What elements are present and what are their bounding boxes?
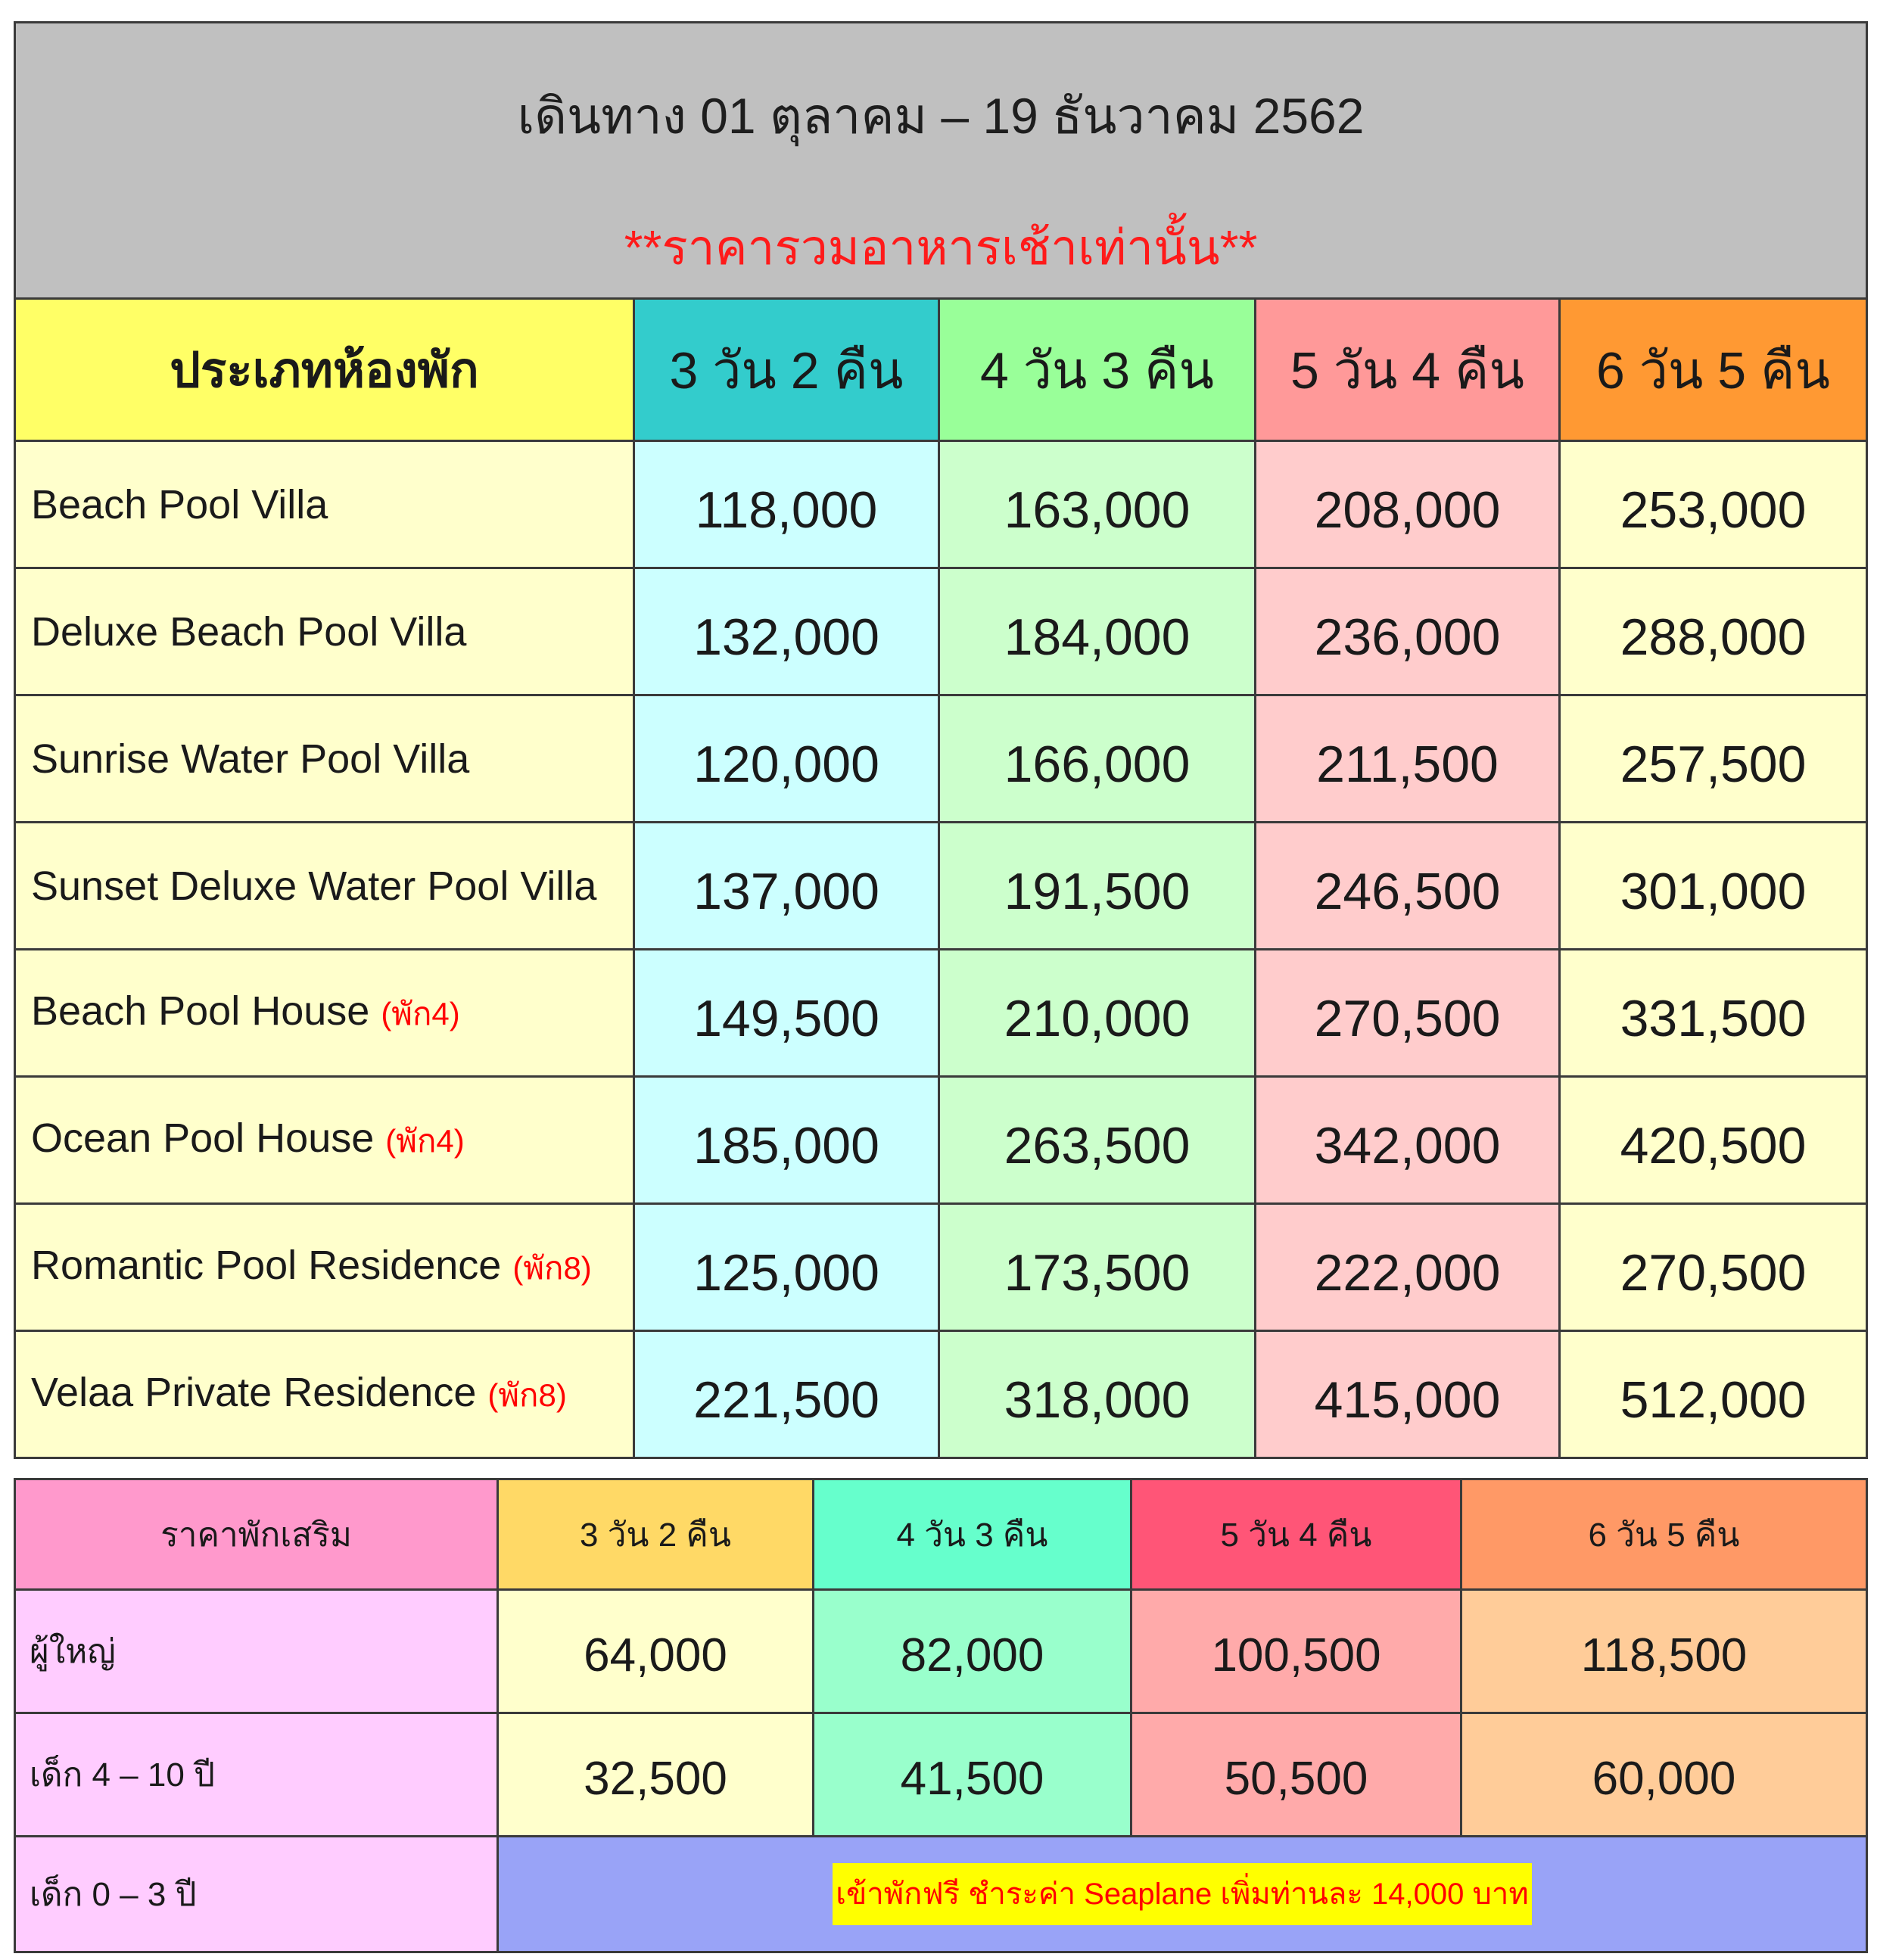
- price-cell: 301,000: [1560, 823, 1867, 950]
- price-cell: 163,000: [939, 441, 1256, 568]
- price-cell: 132,000: [634, 568, 939, 695]
- table-row: [15, 441, 1867, 568]
- price-cell: 120,000: [634, 695, 939, 823]
- duration-header-1: 3 วัน 2 คืน: [634, 299, 939, 441]
- room-name: Sunset Deluxe Water Pool Villa: [31, 863, 597, 909]
- price-cell: 270,500: [1256, 950, 1560, 1077]
- extra-price-cell: 82,000: [814, 1590, 1131, 1713]
- price-cell: 342,000: [1256, 1077, 1560, 1204]
- price-cell: 211,500: [1256, 695, 1560, 823]
- extra-duration-header-2: 4 วัน 3 คืน: [814, 1479, 1131, 1590]
- price-cell: 420,500: [1560, 1077, 1867, 1204]
- room-name: Ocean Pool House: [31, 1115, 375, 1161]
- room-type-cell: [15, 568, 634, 695]
- table-row: [15, 1590, 1867, 1713]
- table-row: [15, 1077, 1867, 1204]
- duration-header-2: 4 วัน 3 คืน: [939, 299, 1256, 441]
- occupancy-note: (พัก4): [381, 995, 460, 1031]
- extra-price-cell: 100,500: [1131, 1590, 1461, 1713]
- extra-duration-header-1: 3 วัน 2 คืน: [498, 1479, 814, 1590]
- extra-bed-header: ราคาพักเสริม: [15, 1479, 498, 1590]
- table-row: [15, 1713, 1867, 1837]
- infant-note-cell: [498, 1837, 1867, 1952]
- price-cell: 318,000: [939, 1331, 1256, 1458]
- price-cell: 512,000: [1560, 1331, 1867, 1458]
- price-cell: 222,000: [1256, 1204, 1560, 1331]
- occupancy-note: (พัก8): [487, 1377, 567, 1413]
- extra-price-cell: 50,500: [1131, 1713, 1461, 1837]
- room-type-cell: [15, 695, 634, 823]
- extra-price-cell: 118,500: [1461, 1590, 1867, 1713]
- price-cell: 221,500: [634, 1331, 939, 1458]
- room-name: Deluxe Beach Pool Villa: [31, 608, 467, 655]
- price-cell: 263,500: [939, 1077, 1256, 1204]
- price-cell: 236,000: [1256, 568, 1560, 695]
- table-row: [15, 1331, 1867, 1458]
- extra-price-cell: 32,500: [498, 1713, 814, 1837]
- duration-header-4: 6 วัน 5 คืน: [1560, 299, 1867, 441]
- room-type-cell: [15, 823, 634, 950]
- table-row: [15, 568, 1867, 695]
- price-cell: 125,000: [634, 1204, 939, 1331]
- price-cell: 191,500: [939, 823, 1256, 950]
- travel-period-title: เดินทาง 01 ตุลาคม – 19 ธันวาคม 2562: [517, 88, 1365, 144]
- price-cell: 288,000: [1560, 568, 1867, 695]
- price-cell: 166,000: [939, 695, 1256, 823]
- guest-type-label: ผู้ใหญ่: [15, 1590, 498, 1713]
- price-cell: 210,000: [939, 950, 1256, 1077]
- infant-label: เด็ก 0 – 3 ปี: [15, 1837, 498, 1952]
- extra-duration-header-4: 6 วัน 5 คืน: [1461, 1479, 1867, 1590]
- price-cell: 415,000: [1256, 1331, 1560, 1458]
- extra-bed-table: [14, 1478, 1868, 1953]
- extra-price-cell: 64,000: [498, 1590, 814, 1713]
- price-cell: 253,000: [1560, 441, 1867, 568]
- price-cell: 184,000: [939, 568, 1256, 695]
- table-row: [15, 1204, 1867, 1331]
- title-banner: [15, 23, 1867, 299]
- room-price-table: [14, 21, 1868, 1459]
- price-cell: 149,500: [634, 950, 939, 1077]
- table-row: [15, 823, 1867, 950]
- room-name: Velaa Private Residence: [31, 1369, 477, 1415]
- room-type-cell: [15, 441, 634, 568]
- table-row: [15, 950, 1867, 1077]
- room-name: Beach Pool House: [31, 988, 370, 1034]
- price-cell: 270,500: [1560, 1204, 1867, 1331]
- occupancy-note: (พัก8): [512, 1249, 592, 1286]
- price-cell: 331,500: [1560, 950, 1867, 1077]
- guest-type-label: เด็ก 4 – 10 ปี: [15, 1713, 498, 1837]
- price-cell: 137,000: [634, 823, 939, 950]
- price-cell: 185,000: [634, 1077, 939, 1204]
- occupancy-note: (พัก4): [385, 1122, 465, 1159]
- room-type-header: ประเภทห้องพัก: [15, 299, 634, 441]
- breakfast-note: **ราคารวมอาหารเช้าเท่านั้น**: [624, 220, 1258, 275]
- table-row: [15, 695, 1867, 823]
- room-name: Beach Pool Villa: [31, 481, 328, 527]
- extra-price-cell: 60,000: [1461, 1713, 1867, 1837]
- room-type-cell: [15, 1077, 634, 1204]
- price-cell: 257,500: [1560, 695, 1867, 823]
- price-cell: 173,500: [939, 1204, 1256, 1331]
- extra-duration-header-3: 5 วัน 4 คืน: [1131, 1479, 1461, 1590]
- price-cell: 246,500: [1256, 823, 1560, 950]
- room-name: Romantic Pool Residence: [31, 1242, 502, 1288]
- room-type-cell: [15, 1204, 634, 1331]
- duration-header-3: 5 วัน 4 คืน: [1256, 299, 1560, 441]
- price-cell: 208,000: [1256, 441, 1560, 568]
- room-type-cell: [15, 950, 634, 1077]
- seaplane-fee-note: เข้าพักฟรี ชำระค่า Seaplane เพิ่มท่านละ 14,000 บาท: [833, 1863, 1531, 1925]
- price-cell: 118,000: [634, 441, 939, 568]
- room-name: Sunrise Water Pool Villa: [31, 736, 470, 782]
- room-type-cell: [15, 1331, 634, 1458]
- extra-price-cell: 41,500: [814, 1713, 1131, 1837]
